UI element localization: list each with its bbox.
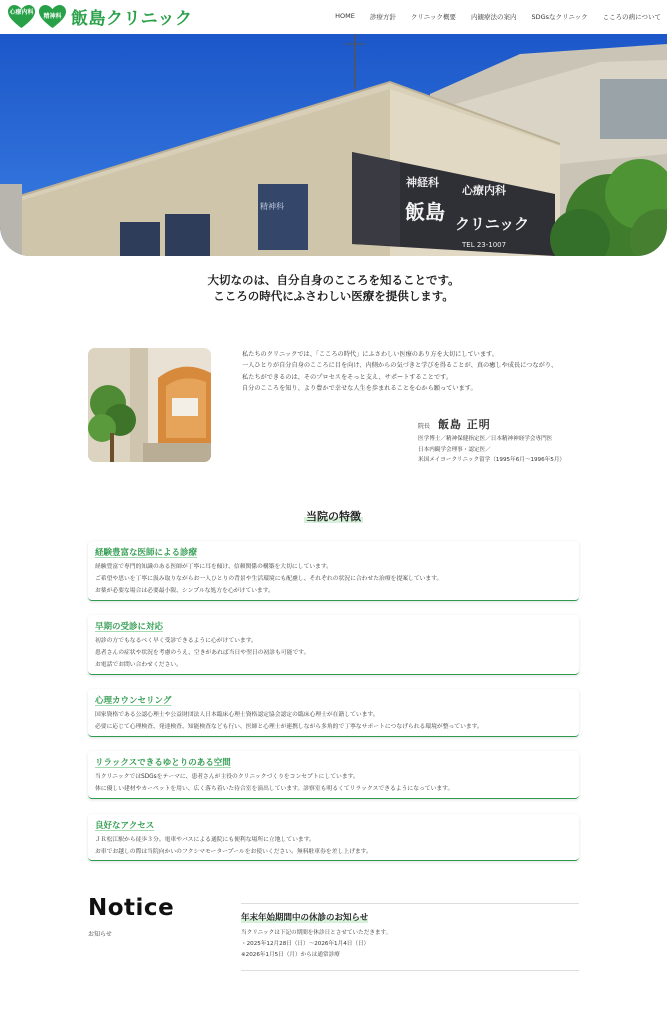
intro-line: 自分のこころを知り、より豊かで幸せな人生を歩まれることを心から願っています。 bbox=[242, 384, 477, 392]
nav-policy[interactable]: 診療方針 bbox=[369, 13, 396, 21]
nav-sdgs[interactable]: SDGsなクリニック bbox=[531, 13, 588, 21]
clinic-logo[interactable] bbox=[8, 4, 192, 29]
main-nav bbox=[320, 12, 661, 21]
feature-title: 心理カウンセリング bbox=[95, 696, 172, 706]
notice-title: Notice bbox=[88, 895, 175, 921]
notice-headline-text[interactable]: 年末年始期間中の休診のお知らせ bbox=[241, 913, 369, 923]
logo-text: 飯島クリニック bbox=[71, 9, 193, 29]
feature-title: 良好なアクセス bbox=[95, 821, 155, 831]
notice-subtitle: お知らせ bbox=[88, 931, 112, 938]
feature-card bbox=[88, 751, 579, 799]
feature-title: 早期の受診に対応 bbox=[95, 622, 164, 632]
tagline-line: こころの時代にふさわしい医療を提供します。 bbox=[213, 288, 454, 303]
site-header bbox=[0, 0, 667, 34]
nav-mental-illness[interactable]: こころの病について bbox=[602, 13, 661, 21]
director-title: 院長 bbox=[418, 423, 431, 430]
nav-overview[interactable]: クリニック概要 bbox=[410, 13, 456, 21]
feature-line: 体に優しい建材やカーペットを用い、広く落ち着いた待合室を演出しています。診察室も明るくてリラックスできるようになっています。 bbox=[95, 786, 454, 792]
sign-specialty: 神経科 bbox=[406, 176, 439, 189]
director-credentials bbox=[418, 434, 638, 466]
sign-tel: TEL 23-1007 bbox=[462, 241, 507, 249]
features-heading bbox=[0, 508, 667, 524]
feature-line: 患者さんの症状や状況を考慮のうえ、空きがあれば当日や翌日の初診も可能です。 bbox=[95, 650, 310, 656]
credential-line: 米国メイヨークリニック留学（1995年6月〜1996年5月） bbox=[418, 457, 566, 463]
heart-badge-icon bbox=[8, 5, 35, 29]
heart-badge-label: 心療内科 bbox=[9, 8, 34, 16]
feature-line: お薬が必要な場合は必要最小限、シンプルな処方を心がけています。 bbox=[95, 588, 274, 594]
notice-body bbox=[241, 928, 391, 962]
notice-line: ※2026年1月5日（月）からは通常診療 bbox=[241, 952, 340, 959]
feature-line: お車でお越しの際は当院向かいのフクシマモータープールをお使いください。無料駐車券を差し上げます。 bbox=[95, 849, 372, 855]
feature-card bbox=[88, 689, 579, 737]
sign-name: 飯島 bbox=[405, 200, 445, 224]
intro-line: 私たちができるのは、そのプロセスをそっと支え、サポートすることです。 bbox=[242, 373, 453, 381]
feature-line: 国家資格である公認心理士や公益財団法人日本臨床心理士資格認定協会認定の臨床心理士が在籍しています。 bbox=[95, 712, 379, 718]
sign-specialty: 心療内科 bbox=[462, 184, 506, 197]
tagline bbox=[0, 273, 667, 304]
notice-headline[interactable] bbox=[241, 911, 368, 923]
feature-title: 経験豊富な医師による診療 bbox=[95, 548, 198, 558]
feature-line: 初診の方でもなるべく早く受診できるように心がけています。 bbox=[95, 638, 257, 644]
heart-badge-icon bbox=[39, 5, 66, 29]
feature-card bbox=[88, 541, 579, 601]
feature-card bbox=[88, 814, 579, 861]
feature-line: お電話でお問い合わせください。 bbox=[95, 662, 182, 668]
window-sign: 精神科 bbox=[260, 202, 284, 211]
heart-badge-label: 精神科 bbox=[43, 12, 62, 20]
nav-home[interactable]: HOME bbox=[335, 12, 355, 20]
feature-line: ご希望や思いを丁寧に汲み取りながらお一人ひとりの背景や生活環境にも配慮し、それぞれの状況に合わせた治療を提案しています。 bbox=[95, 576, 443, 582]
director-info bbox=[418, 416, 638, 466]
notice-item[interactable] bbox=[241, 903, 579, 971]
feature-title: リラックスできるゆとりのある空間 bbox=[95, 758, 231, 768]
notice-line: 当クリニックは下記の期間を休診日とさせていただきます。 bbox=[241, 930, 392, 936]
features-heading-text: 当院の特徴 bbox=[306, 510, 361, 523]
tagline-line: 大切なのは、自分自身のこころを知ることです。 bbox=[207, 273, 460, 287]
notice-line: ・2025年12月28日（日）〜2026年1月4日（日） bbox=[241, 941, 370, 948]
feature-line: ＪＲ松江駅から徒歩３分。電車やバスによる通院にも便利な場所に立地しています。 bbox=[95, 837, 315, 843]
sign-katakana: クリニック bbox=[455, 215, 530, 233]
credential-line: 日本内観学会理事・認定医／ bbox=[418, 446, 491, 453]
intro-line: 一人ひとりが自分自身のこころに目を向け、内側からの気づきと学びを得ることが、真の癒しや成長につながり、 bbox=[242, 362, 558, 370]
feature-card bbox=[88, 615, 579, 675]
feature-line: 当クリニックではSDGsをテーマに、患者さんが主役のクリニックづくりをコンセプトにしています。 bbox=[95, 774, 359, 780]
hero-image bbox=[0, 34, 667, 256]
feature-line: 必要に応じて心理検査、発達検査、知能検査なども行い、医師と心理士が連携しながら多角的で丁寧なサポートにつなげられる環境が整っています。 bbox=[95, 724, 483, 730]
intro-line: 私たちのクリニックでは、「こころの時代」にふさわしい医療のあり方を大切にしています。 bbox=[242, 351, 498, 358]
nav-naikan[interactable]: 内観療法の案内 bbox=[470, 13, 517, 21]
director-name: 飯島 正明 bbox=[437, 418, 491, 431]
clinic-interior-photo bbox=[88, 348, 211, 462]
intro-paragraph bbox=[242, 349, 602, 394]
feature-line: 経験豊富で専門的知識のある医師が丁寧に耳を傾け、信頼関係の構築を大切にしています。 bbox=[95, 564, 332, 570]
credential-line: 医学博士／精神保健指定医／日本精神神経学会専門医 bbox=[418, 436, 553, 442]
